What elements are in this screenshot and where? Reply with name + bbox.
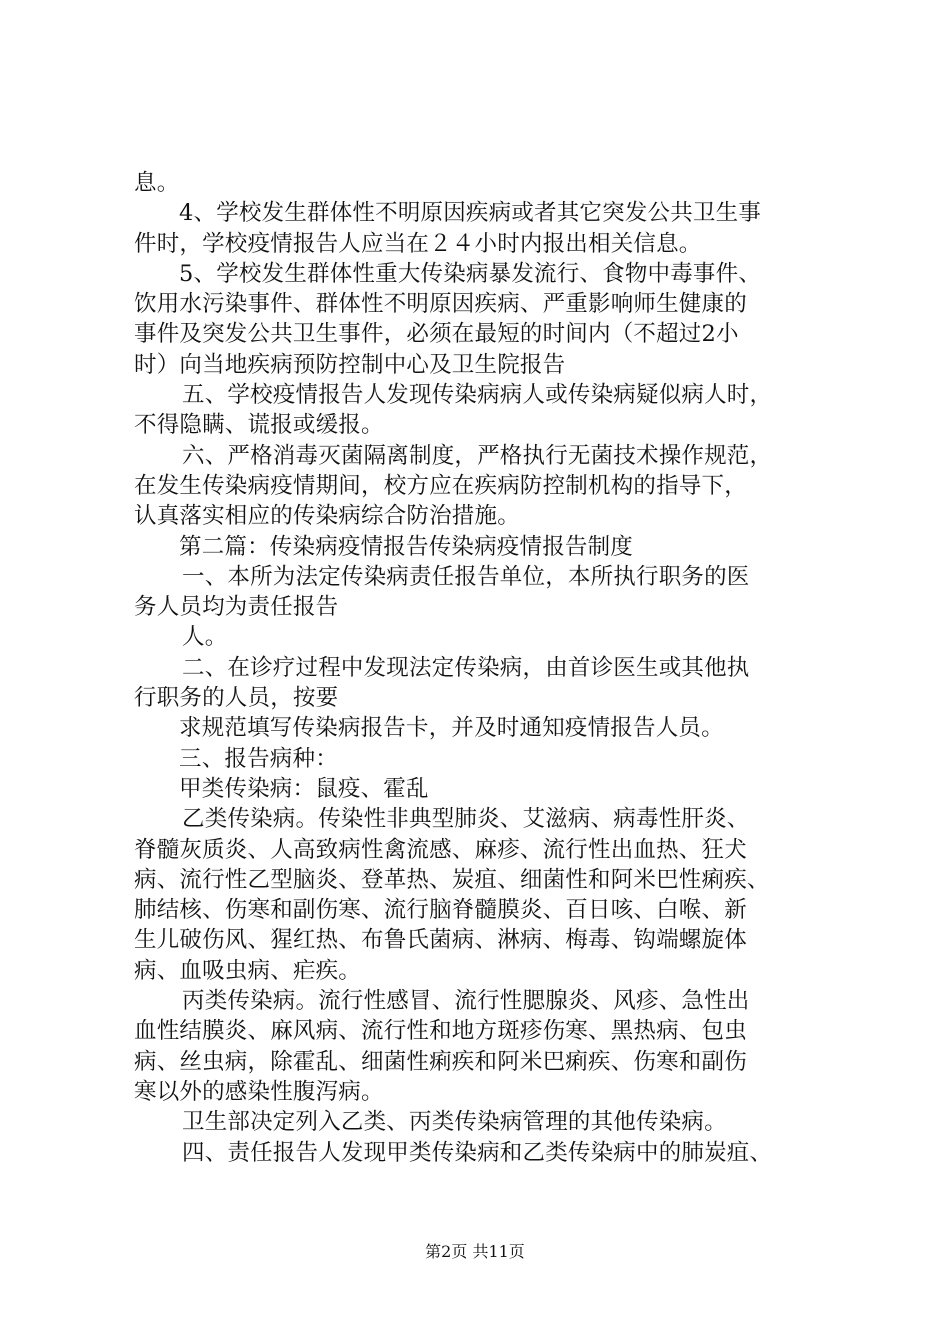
text-line: 乙类传染病。传染性非典型肺炎、艾滋病、病毒性肝炎、	[182, 806, 750, 833]
text-line: 息。	[134, 170, 180, 196]
text-line: 求规范填写传染病报告卡，并及时通知疫情报告人员。	[179, 715, 724, 742]
text-line: 丙类传染病。流行性感冒、流行性腮腺炎、风疹、急性出	[182, 988, 750, 1015]
document-body	[134, 168, 834, 1168]
text-line: 病、血吸虫病、疟疾。	[134, 957, 362, 984]
text-line: 五、学校疫情报告人发现传染病病人或传染病疑似病人时，	[182, 382, 773, 409]
text-line: 二、在诊疗过程中发现法定传染病，由首诊医生或其他执	[182, 654, 750, 681]
text-line: 三、报告病种：	[179, 745, 338, 772]
text-line: 寒以外的感染性腹泻病。	[134, 1078, 384, 1105]
text-line: 甲类传染病：鼠疫、霍乱	[179, 775, 429, 802]
text-line: 在发生传染病疫情期间，校方应在疾病防控制机构的指导下，	[134, 472, 747, 499]
text-line: 件时，学校疫情报告人应当在２４小时内报出相关信息。	[134, 230, 702, 257]
text-line: 脊髓灰质炎、人高致病性禽流感、麻疹、流行性出血热、狂犬	[134, 836, 747, 863]
text-line: 人。	[182, 624, 228, 651]
text-line: 一、本所为法定传染病责任报告单位，本所执行职务的医	[182, 563, 750, 590]
text-line: 时）向当地疾病预防控制中心及卫生院报告	[134, 351, 566, 378]
text-line: 饮用水污染事件、群体性不明原因疾病、严重影响师生健康的	[134, 291, 747, 318]
text-line: 第二篇：传染病疫情报告传染病疫情报告制度	[179, 533, 634, 560]
text-line: 5、学校发生群体性重大传染病暴发流行、食物中毒事件、	[179, 260, 762, 287]
text-line: 4、学校发生群体性不明原因疾病或者其它突发公共卫生事	[179, 200, 762, 227]
text-line: 认真落实相应的传染病综合防治措施。	[134, 503, 520, 530]
text-line: 事件及突发公共卫生事件，必须在最短的时间内（不超过2小	[134, 321, 739, 348]
text-line: 六、严格消毒灭菌隔离制度，严格执行无菌技术操作规范，	[182, 442, 773, 469]
text-line: 病、丝虫病，除霍乱、细菌性痢疾和阿米巴痢疾、伤寒和副伤	[134, 1048, 747, 1075]
text-line: 病、流行性乙型脑炎、登革热、炭疽、细菌性和阿米巴性痢疾、	[134, 866, 770, 893]
text-line: 行职务的人员，按要	[134, 685, 339, 712]
text-line: 务人员均为责任报告	[134, 594, 339, 621]
text-line: 血性结膜炎、麻风病、流行性和地方斑疹伤寒、黑热病、包虫	[134, 1018, 747, 1045]
text-line: 四、责任报告人发现甲类传染病和乙类传染病中的肺炭疽、	[182, 1139, 773, 1166]
text-line: 不得隐瞒、谎报或缓报。	[134, 412, 384, 439]
text-line: 生儿破伤风、猩红热、布鲁氏菌病、淋病、梅毒、钩端螺旋体	[134, 927, 747, 954]
text-line: 卫生部决定列入乙类、丙类传染病管理的其他传染病。	[182, 1109, 727, 1136]
page-footer: 第2页 共11页	[425, 1242, 525, 1261]
text-line: 肺结核、伤寒和副伤寒、流行脑脊髓膜炎、百日咳、白喉、新	[134, 897, 747, 924]
